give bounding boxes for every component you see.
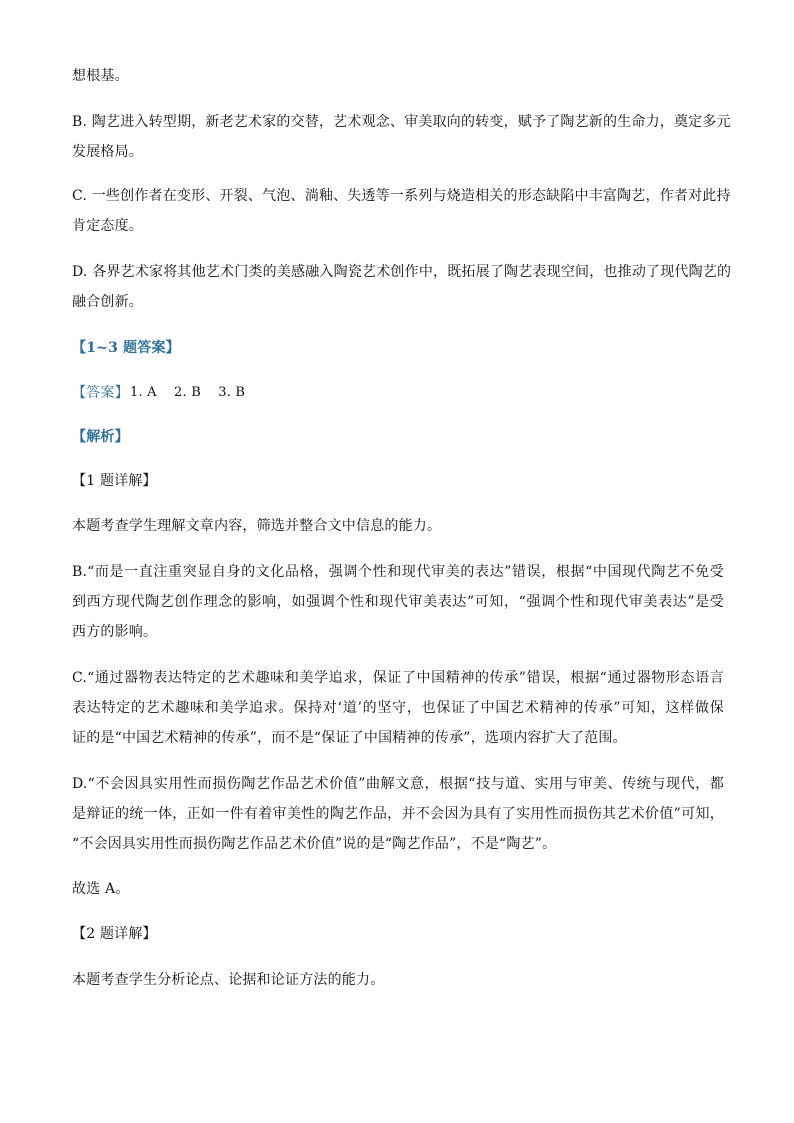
option-b-line-1: B. 陶艺进入转型期，新老艺术家的交替，艺术观念、审美取向的转变，赋予了陶艺新的生命力，奠定多元 xyxy=(72,114,731,130)
q1-c-line-1: C.“通过器物表达特定的艺术趣味和美学追求，保证了中国精神的传承”错误，根据“通过器物形态语言 xyxy=(72,670,724,686)
q1-b-line-3: 西方的影响。 xyxy=(72,624,158,640)
q1-d-line-3: “不会因具实用性而损伤陶艺作品艺术价值”说的是“陶艺作品”，不是“陶艺”。 xyxy=(72,836,557,852)
q1-d-line-1: D.“不会因具实用性而损伤陶艺作品艺术价值”曲解文意，根据“技与道、实用与审美、传统与现代，都 xyxy=(72,776,724,792)
paragraph-line: 想根基。 xyxy=(72,68,129,84)
answer-values: 1. A 2. B 3. B xyxy=(130,385,246,400)
section-heading: 【1~3 题答案】 xyxy=(72,340,180,356)
option-d-line-1: D. 各界艺术家将其他艺术门类的美感融入陶瓷艺术创作中，既拓展了陶艺表现空间，也推动了现代陶艺的 xyxy=(72,264,732,280)
q1-conclusion: 故选 A。 xyxy=(72,881,130,897)
option-c-line-2: 肯定态度。 xyxy=(72,218,143,234)
q1-b-line-2: 到西方现代陶艺创作理念的影响，如强调个性和现代审美表达”可知，“强调个性和现代审美表达”是受 xyxy=(72,594,724,610)
answer-label: 【答案】 xyxy=(72,385,129,401)
option-b-line-2: 发展格局。 xyxy=(72,144,143,160)
q2-heading: 【2 题详解】 xyxy=(72,926,157,942)
answer-row xyxy=(72,383,724,403)
q1-intro: 本题考查学生理解文章内容，筛选并整合文中信息的能力。 xyxy=(72,518,442,534)
analysis-heading: 【解析】 xyxy=(72,429,129,445)
option-c-line-1: C. 一些创作者在变形、开裂、气泡、淌釉、失透等一系列与烧造相关的形态缺陷中丰富陶艺，作者对此持 xyxy=(72,188,731,204)
q1-b-line-1: B.“而是一直注重突显自身的文化品格，强调个性和现代审美的表达”错误，根据“中国现代陶艺不免受 xyxy=(72,564,724,580)
q1-c-line-3: 证的是“中国艺术精神的传承”，而不是“保证了中国精神的传承”，选项内容扩大了范围。 xyxy=(72,730,627,746)
q1-heading: 【1 题详解】 xyxy=(72,473,157,489)
q1-c-line-2: 表达特定的艺术趣味和美学追求。保持对‘道’的坚守，也保证了中国艺术精神的传承”可知，这样做保 xyxy=(72,700,724,716)
option-d-line-2: 融合创新。 xyxy=(72,294,143,310)
q2-intro: 本题考查学生分析论点、论据和论证方法的能力。 xyxy=(72,972,385,988)
q1-d-line-2: 是辩证的统一体，正如一件有着审美性的陶艺作品，并不会因为具有了实用性而损伤其艺术价值”可知， xyxy=(72,806,724,822)
